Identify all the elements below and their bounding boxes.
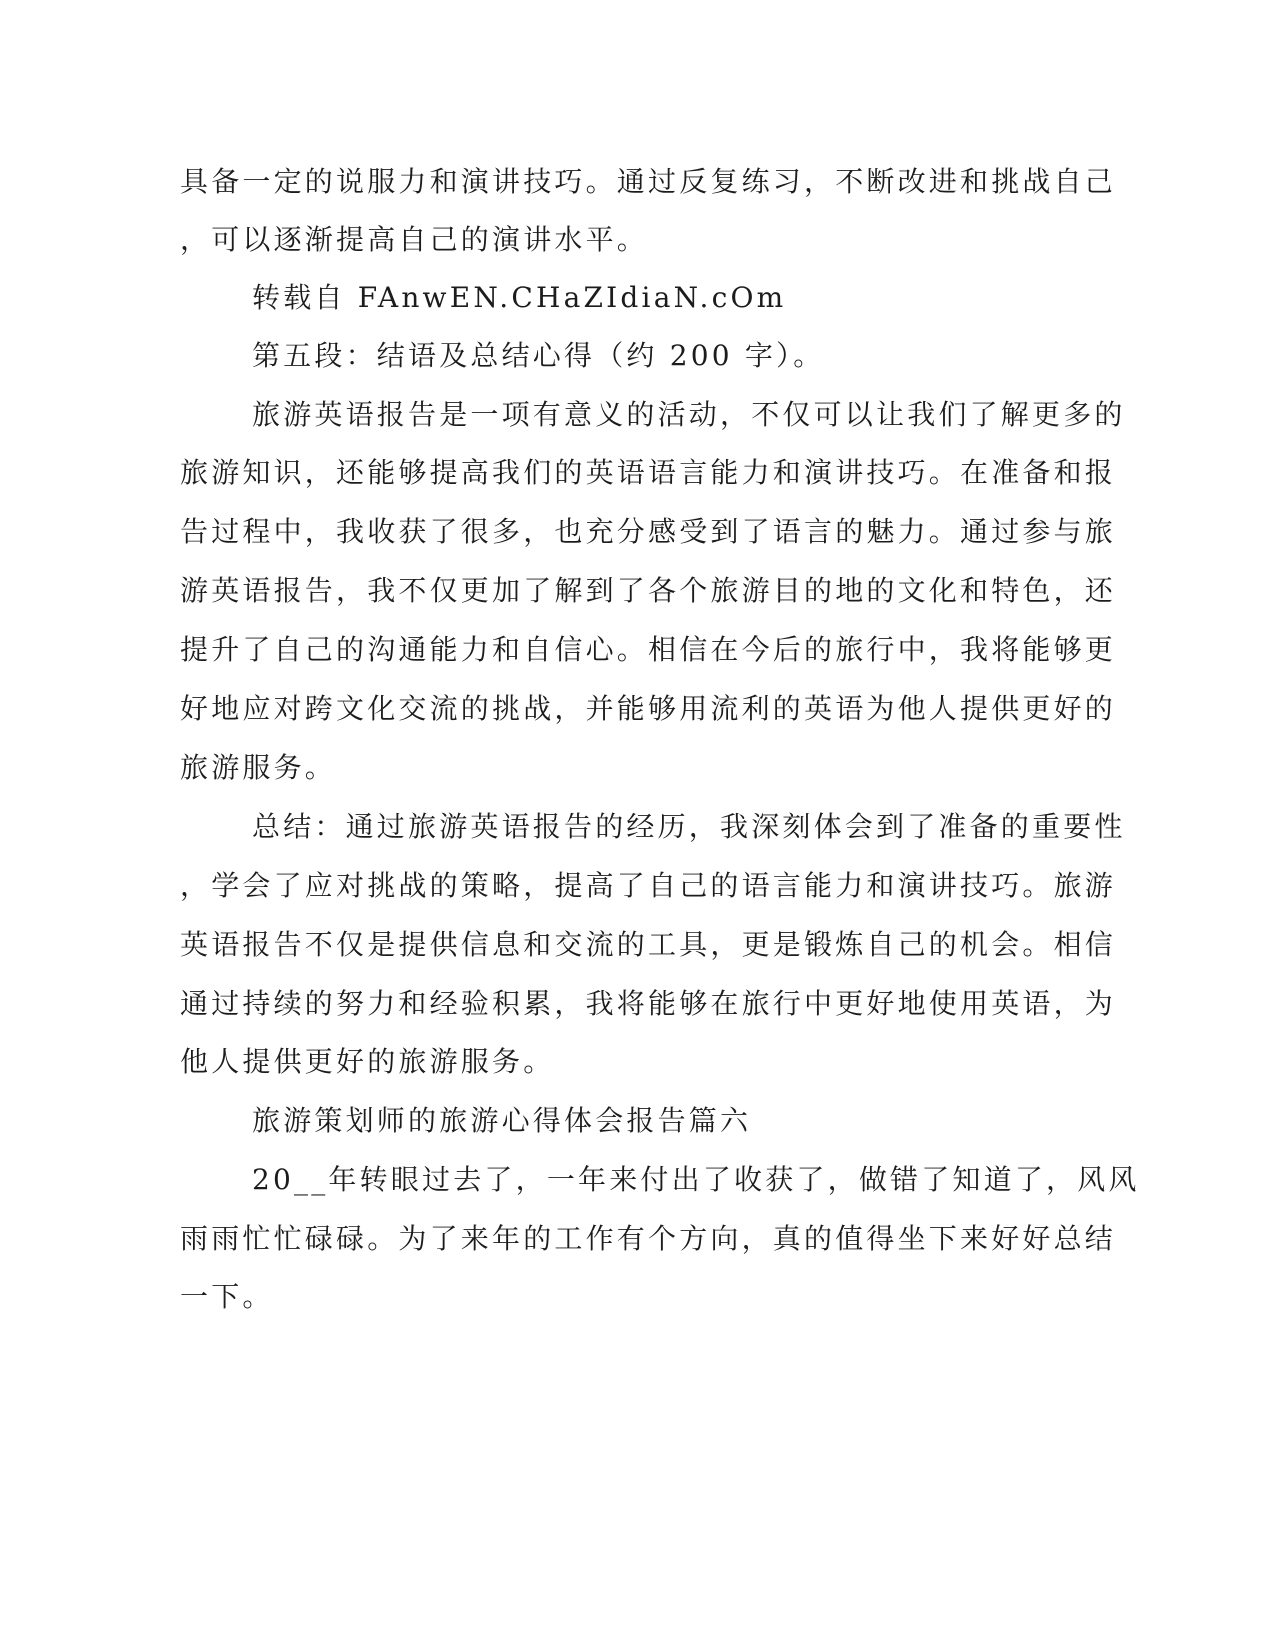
article-title: 旅游策划师的旅游心得体会报告篇六 <box>252 1104 752 1137</box>
paragraph-2-line-7: 旅游服务。 <box>180 751 337 784</box>
source-note: 转载自 FAnwEN.CHaZIdiaN.cOm <box>252 281 787 314</box>
paragraph-1-line-1: 具备一定的说服力和演讲技巧。通过反复练习，不断改进和挑战自己 <box>180 165 1117 198</box>
paragraph-4-line-1: 20__年转眼过去了，一年来付出了收获了，做错了知道了，风风 <box>252 1163 1140 1196</box>
section-heading: 第五段：结语及总结心得（约 200 字）。 <box>252 339 825 372</box>
paragraph-2-line-5: 提升了自己的沟通能力和自信心。相信在今后的旅行中，我将能够更 <box>180 633 1117 666</box>
paragraph-4-line-2: 雨雨忙忙碌碌。为了来年的工作有个方向，真的值得坐下来好好总结 <box>180 1222 1117 1255</box>
paragraph-2-line-2: 旅游知识，还能够提高我们的英语语言能力和演讲技巧。在准备和报 <box>180 456 1117 489</box>
paragraph-3-line-4: 通过持续的努力和经验积累，我将能够在旅行中更好地使用英语，为 <box>180 987 1117 1020</box>
paragraph-3-line-1: 总结：通过旅游英语报告的经历，我深刻体会到了准备的重要性 <box>252 810 1126 843</box>
paragraph-1-line-2: ，可以逐渐提高自己的演讲水平。 <box>180 223 649 256</box>
paragraph-2-line-6: 好地应对跨文化交流的挑战，并能够用流利的英语为他人提供更好的 <box>180 692 1117 725</box>
paragraph-4-line-3: 一下。 <box>180 1280 274 1313</box>
paragraph-3-line-2: ，学会了应对挑战的策略，提高了自己的语言能力和演讲技巧。旅游 <box>180 869 1117 902</box>
paragraph-3-line-5: 他人提供更好的旅游服务。 <box>180 1045 555 1078</box>
paragraph-3-line-3: 英语报告不仅是提供信息和交流的工具，更是锻炼自己的机会。相信 <box>180 928 1117 961</box>
paragraph-2-line-4: 游英语报告，我不仅更加了解到了各个旅游目的地的文化和特色，还 <box>180 574 1117 607</box>
paragraph-2-line-3: 告过程中，我收获了很多，也充分感受到了语言的魅力。通过参与旅 <box>180 515 1117 548</box>
paragraph-2-line-1: 旅游英语报告是一项有意义的活动，不仅可以让我们了解更多的 <box>252 398 1126 431</box>
